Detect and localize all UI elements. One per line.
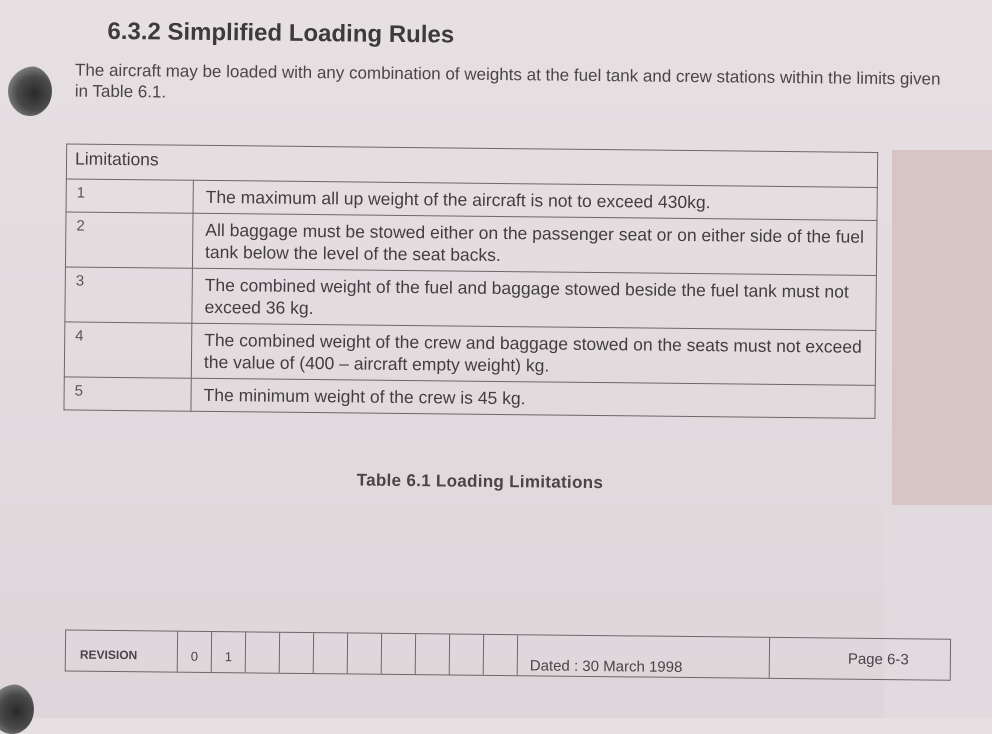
row-text: The maximum all up weight of the aircraft is not to exceed 430kg. [193, 180, 877, 220]
table-header: Limitations [66, 144, 877, 187]
dated-text: Dated : 30 March 1998 [518, 635, 770, 678]
row-number: 4 [64, 322, 192, 378]
row-number: 1 [66, 179, 193, 213]
table-caption: Table 6.1 Loading Limitations [356, 470, 604, 493]
revision-box [416, 634, 450, 674]
revision-box [382, 634, 416, 674]
revision-box [450, 634, 484, 674]
row-number: 5 [64, 377, 191, 411]
row-number: 2 [65, 212, 193, 268]
row-text: The combined weight of the fuel and baggage stowed beside the fuel tank must not exceed 36 kg. [192, 268, 877, 330]
revision-box [348, 633, 382, 673]
table-row [64, 322, 876, 385]
revision-box: 1 [212, 632, 246, 672]
row-text: The minimum weight of the crew is 45 kg. [191, 378, 875, 418]
revision-box [314, 633, 348, 673]
revision-box [246, 632, 280, 672]
row-text: All baggage must be stowed either on the passenger seat or on either side of the fuel tank below the level of the seat backs. [192, 213, 877, 275]
page-number: Page 6-3 [847, 650, 909, 669]
revision-footer [65, 629, 951, 680]
section-heading: 6.3.2 Simplified Loading Rules [107, 17, 455, 49]
revision-box [484, 635, 518, 675]
row-number: 3 [65, 267, 193, 323]
intro-paragraph: The aircraft may be loaded with any combination of weights at the fuel tank and crew stations within the limits given in Table 6.1. [74, 60, 941, 102]
limitations-table [63, 143, 878, 418]
row-text: The combined weight of the crew and baggage stowed on the seats must not exceed the value of (400 – aircraft empty weight) kg. [191, 323, 876, 385]
table-row [65, 267, 877, 330]
revision-box: 0 [178, 632, 212, 672]
revision-box [280, 633, 314, 673]
table-row [65, 212, 877, 275]
revision-label: REVISION [66, 630, 178, 671]
